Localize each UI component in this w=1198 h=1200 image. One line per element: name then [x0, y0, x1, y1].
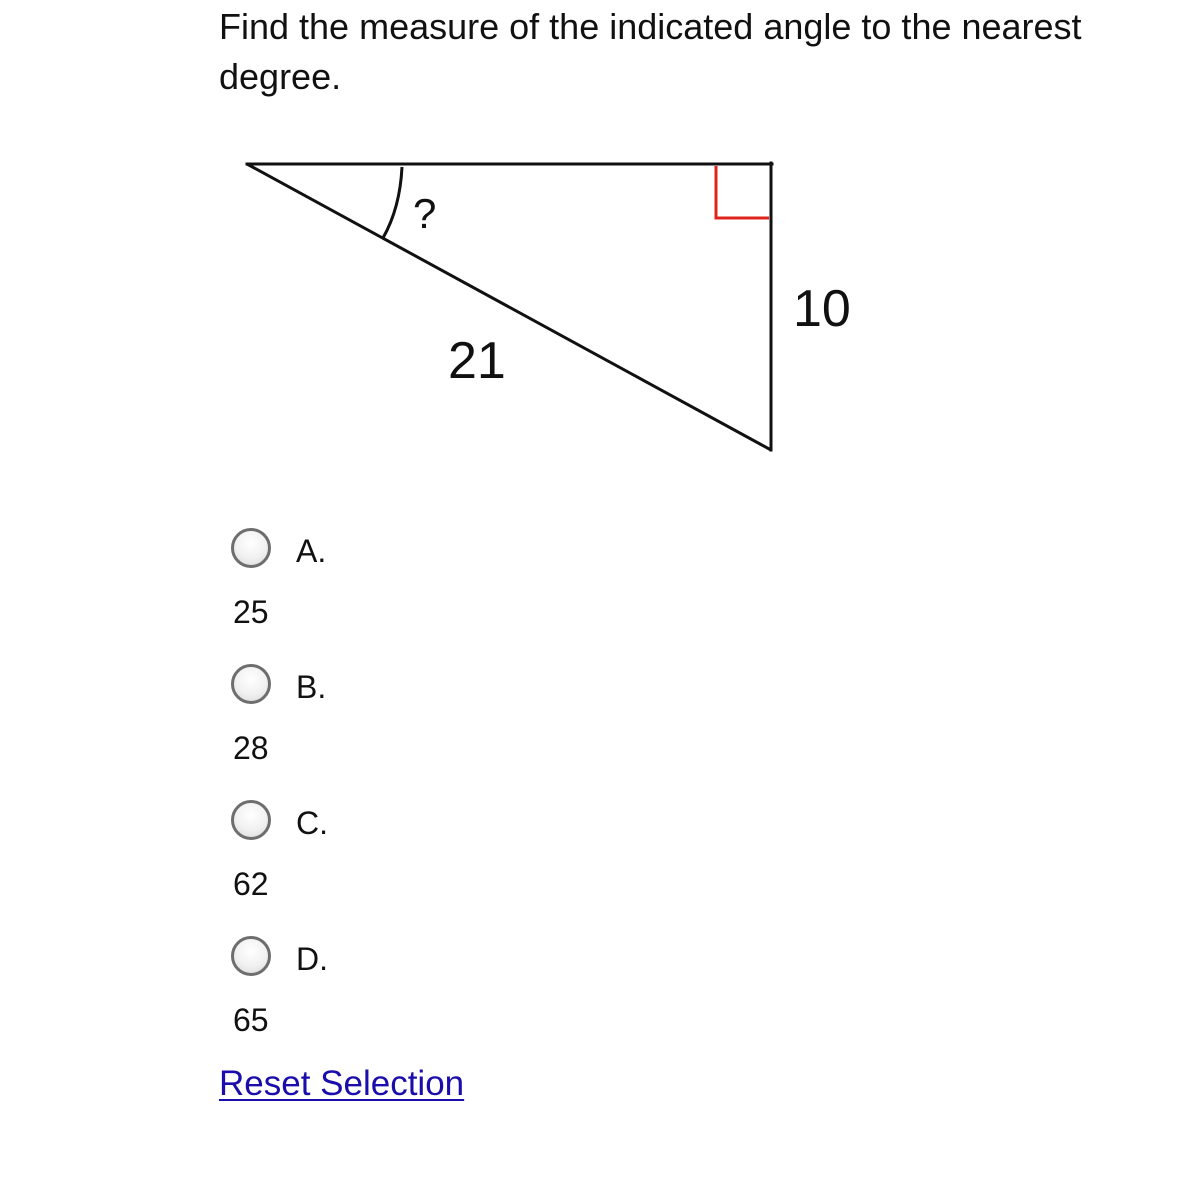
choice-d-letter: D.	[296, 941, 328, 977]
choice-b-letter: B.	[296, 669, 327, 705]
choice-c-radio[interactable]	[231, 800, 271, 840]
reset-selection-link[interactable]: Reset Selection	[219, 1064, 465, 1103]
choice-c-letter: C.	[296, 805, 328, 841]
choice-a-value: 25	[233, 594, 269, 630]
angle-arc	[383, 167, 402, 238]
right-angle-marker	[716, 166, 769, 218]
choice-b[interactable]	[219, 664, 819, 774]
side-label: 10	[793, 280, 851, 338]
choice-b-radio[interactable]	[231, 664, 271, 704]
triangle-diagram	[230, 140, 890, 470]
angle-label: ?	[413, 190, 437, 237]
choice-a-letter: A.	[296, 533, 327, 569]
triangle-figure	[230, 140, 890, 470]
triangle-hypotenuse	[247, 164, 771, 450]
choice-d[interactable]	[219, 936, 819, 1046]
choice-c-value: 62	[233, 866, 269, 902]
choice-a[interactable]	[219, 528, 819, 638]
hypotenuse-label: 21	[448, 332, 506, 390]
choice-a-radio[interactable]	[231, 528, 271, 568]
choice-d-radio[interactable]	[231, 936, 271, 976]
choice-b-value: 28	[233, 730, 269, 766]
choice-d-value: 65	[233, 1002, 269, 1038]
question-text: Find the measure of the indicated angle to the nearest degree.	[219, 6, 1082, 97]
choice-c[interactable]	[219, 800, 819, 910]
